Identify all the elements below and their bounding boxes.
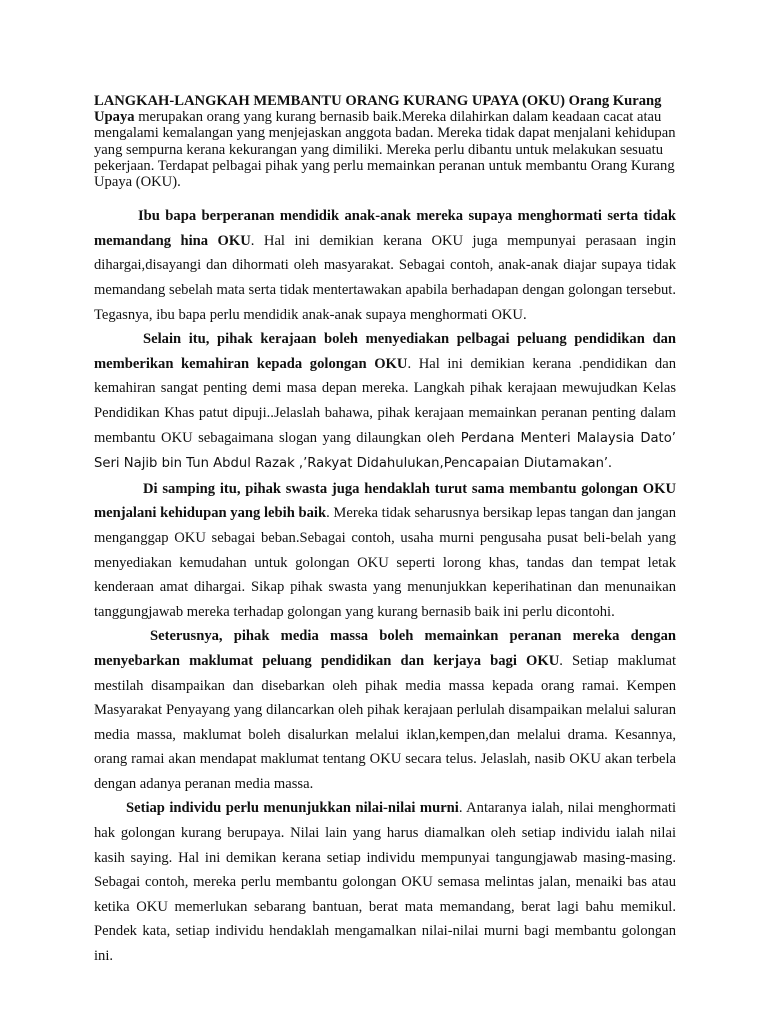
paragraph-media (94, 624, 676, 796)
paragraph-parents (94, 204, 676, 327)
paragraph-3-topic: Di samping itu, pihak swasta juga hendaklah turut sama membantu golongan OKU menjalani kehidupan yang lebih baik (94, 480, 676, 522)
paragraph-4-topic: Seterusnya, pihak media massa boleh memainkan peranan mereka dengan menyebarkan maklumat peluang pendidikan dan kerjaya bagi OKU (94, 628, 676, 669)
paragraph-5-body: . Antaranya ialah, nilai menghormati hak golongan kurang berupaya. Nilai lain yang harus diamalkan oleh setiap individu ialah nilai kasih saying. Hal ini demikan kerana setiap individu mempunyai tangungjawab masing-masing. Sebagai contoh, mereka perlu membantu golongan OKU semasa melintas jalan, menaiki bas atau ketika OKU memerlukan sebarang bantuan, berat mata memandang, berat lagi bahu memikul. Pendek kata, setiap individu hendaklah mengamalkan nilai-nilai murni bagi membantu golongan ini. (94, 800, 676, 965)
paragraph-3-body: . Mereka tidak seharusnya bersikap lepas tangan dan jangan menganggap OKU sebagai beban.Sebagai contoh, usaha murni pengusaha pusat beli-belah yang menyediakan kemudahan untuk golongan OKU seperti lorong khas, tandas dan tempat letak kenderaan amat dihargai. Sikap pihak swasta yang menunjukkan keperihatinan dan menunaikan tanggungjawab mereka terhadap golongan yang kurang bernasib baik ini perlu dicontohi. (94, 505, 677, 620)
intro-text: merupakan orang yang kurang bernasib baik.Mereka dilahirkan dalam keadaan cacat atau mengalami kemalangan yang menjejaskan anggota badan. Mereka tidak dapat menjalani kehidupan yang sempurna kerana kekurangan yang dimiliki. Mereka perlu dibantu untuk melakukan sesuatu pekerjaan. Terdapat pelbagai pihak yang perlu memainkan peranan untuk membantu Orang Kurang Upaya (OKU). (94, 109, 676, 191)
paragraph-1-topic: Ibu bapa berperanan mendidik anak-anak mereka supaya menghormati serta tidak memandang hina OKU (94, 208, 676, 249)
document-page (94, 93, 676, 969)
paragraph-1-body: . Hal ini demikian kerana OKU juga mempunyai perasaan ingin dihargai,disayangi dan dihormati oleh masyarakat. Sebagai contoh, anak-anak diajar supaya tidak memandang sebelah mata serta tidak mentertawakan apabila berhadapan dengan golongan tersebut. Tegasnya, ibu bapa perlu mendidik anak-anak supaya menghormati OKU. (94, 232, 676, 323)
paragraph-government (94, 327, 676, 477)
paragraph-individual (94, 796, 676, 968)
paragraph-2-slogan: oleh Perdana Menteri Malaysia Dato’ Seri Najib bin Tun Abdul Razak ,’Rakyat Didahulukan,Pencapaian Diutamakan’ (94, 430, 676, 472)
intro-paragraph (94, 93, 676, 190)
paragraph-2-topic: Selain itu, pihak kerajaan boleh menyediakan pelbagai peluang pendidikan dan memberikan kemahiran kepada golongan OKU (94, 331, 676, 372)
paragraph-4-body: . Setiap maklumat mestilah disampaikan dan disebarkan oleh pihak media massa kepada orang ramai. Kempen Masyarakat Penyayang yang dilancarkan oleh pihak kerajaan perlulah disampaikan melalui saluran media massa, maklumat boleh disalurkan melalui iklan,kempen,dan melalui drama. Kesannya, orang ramai akan mendapat maklumat tentang OKU secara telus. Jelaslah, nasib OKU akan terbela dengan adanya peranan media massa. (94, 652, 676, 792)
paragraph-5-topic: Setiap individu perlu menunjukkan nilai-nilai murni (126, 800, 459, 817)
paragraph-2-body: . Hal ini demikian kerana .pendidikan dan kemahiran sangat penting demi masa depan mereka. Langkah pihak kerajaan mewujudkan Kelas Pendidikan Khas patut dipuji..Jelaslah bahawa, pihak kerajaan memainkan peranan penting dalam membantu OKU sebagaimana slogan yang dilaungkan (94, 355, 676, 446)
document-title: LANGKAH-LANGKAH MEMBANTU ORANG KURANG UPAYA (OKU) Orang Kurang Upaya (94, 93, 662, 126)
paragraph-private-sector (94, 477, 676, 625)
paragraph-2-end: . (608, 455, 612, 472)
